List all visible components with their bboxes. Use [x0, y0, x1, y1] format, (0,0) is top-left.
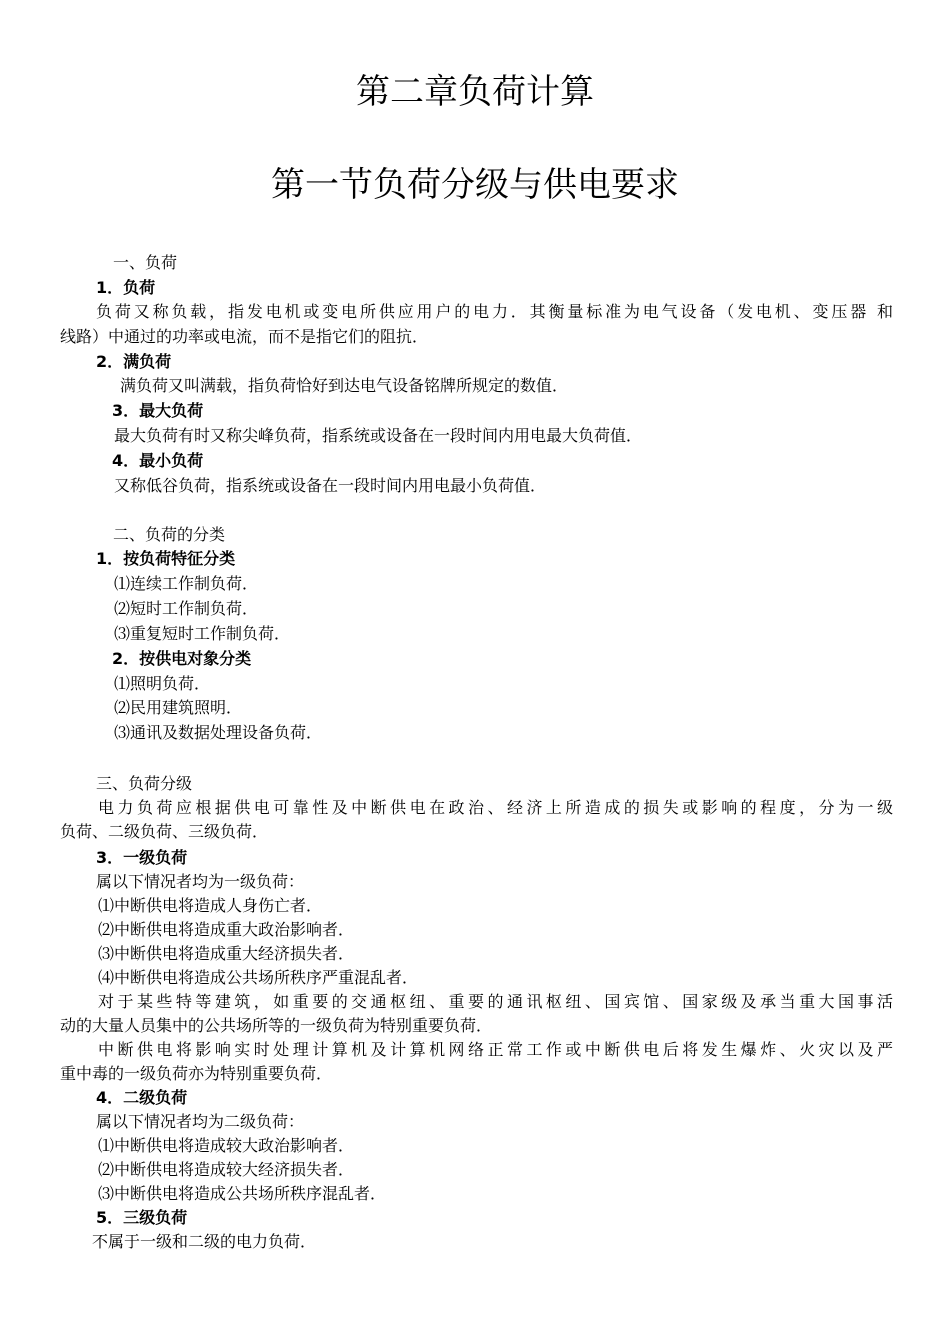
- item-heading: 2．按供电对象分类: [112, 649, 252, 668]
- item-heading: 2．满负荷: [96, 352, 172, 371]
- list-item: ⑶中断供电将造成重大经济损失者．: [98, 944, 355, 963]
- paragraph-line: 对于某些特等建筑，如重要的交通枢纽、重要的通讯枢纽、国宾馆、国家级及承当重大国事活: [98, 992, 893, 1011]
- part-heading-1: 一、负荷: [113, 253, 178, 272]
- item-heading: 1．负荷: [96, 278, 156, 297]
- item-heading: 1．按负荷特征分类: [96, 549, 236, 568]
- list-item: ⑵中断供电将造成重大政治影响者．: [98, 920, 355, 939]
- list-item: ⑴照明负荷．: [114, 674, 211, 693]
- paragraph-line: 最大负荷有时又称尖峰负荷，指系统或设备在一段时间内用电最大负荷值．: [114, 426, 643, 445]
- paragraph-line: 又称低谷负荷，指系统或设备在一段时间内用电最小负荷值．: [114, 476, 547, 495]
- item-heading: 3．最大负荷: [112, 401, 204, 420]
- list-item: ⑶通讯及数据处理设备负荷．: [114, 723, 323, 742]
- list-item: ⑵民用建筑照明．: [114, 698, 243, 717]
- item-heading: 5．三级负荷: [96, 1208, 188, 1227]
- chapter-title: 第二章负荷计算: [356, 72, 594, 112]
- list-item: ⑵短时工作制负荷．: [114, 599, 259, 618]
- paragraph-line: 中断供电将影响实时处理计算机及计算机网络正常工作或中断供电后将发生爆炸、火灾以及严: [98, 1040, 893, 1059]
- list-item: ⑶中断供电将造成公共场所秩序混乱者．: [98, 1184, 387, 1203]
- list-item: ⑶重复短时工作制负荷．: [114, 624, 291, 643]
- paragraph-line: 属以下情况者均为一级负荷：: [96, 872, 305, 891]
- paragraph-line: 负荷、二级负荷、三级负荷．: [60, 822, 269, 841]
- paragraph-line: 重中毒的一级负荷亦为特别重要负荷．: [60, 1064, 333, 1083]
- paragraph-line: 负荷又称负载，指发电机或变电所供应用户的电力．其衡量标准为电气设备（发电机、变压器 和: [96, 302, 893, 321]
- list-item: ⑴中断供电将造成较大政治影响者．: [98, 1136, 355, 1155]
- item-heading: 4．二级负荷: [96, 1088, 188, 1107]
- section-title: 第一节负荷分级与供电要求: [271, 165, 679, 205]
- paragraph-line: 满负荷又叫满载，指负荷恰好到达电气设备铭牌所规定的数值．: [120, 376, 569, 395]
- paragraph-line: 属以下情况者均为二级负荷：: [96, 1112, 305, 1131]
- list-item: ⑴中断供电将造成人身伤亡者．: [98, 896, 323, 915]
- list-item: ⑷中断供电将造成公共场所秩序严重混乱者．: [98, 968, 419, 987]
- list-item: ⑴连续工作制负荷．: [114, 574, 259, 593]
- part-heading-3: 三、负荷分级: [96, 774, 193, 793]
- part-heading-2: 二、负荷的分类: [113, 525, 226, 544]
- list-item: ⑵中断供电将造成较大经济损失者．: [98, 1160, 355, 1179]
- item-heading: 3．一级负荷: [96, 848, 188, 867]
- paragraph-line: 不属于一级和二级的电力负荷．: [92, 1232, 317, 1251]
- paragraph-line: 线路）中通过的功率或电流，而不是指它们的阻抗．: [60, 327, 429, 346]
- item-heading: 4．最小负荷: [112, 451, 204, 470]
- paragraph-line: 动的大量人员集中的公共场所等的一级负荷为特别重要负荷．: [60, 1016, 493, 1035]
- paragraph-line: 电力负荷应根据供电可靠性及中断供电在政治、经济上所造成的损失或影响的程度，分为一级: [98, 798, 893, 817]
